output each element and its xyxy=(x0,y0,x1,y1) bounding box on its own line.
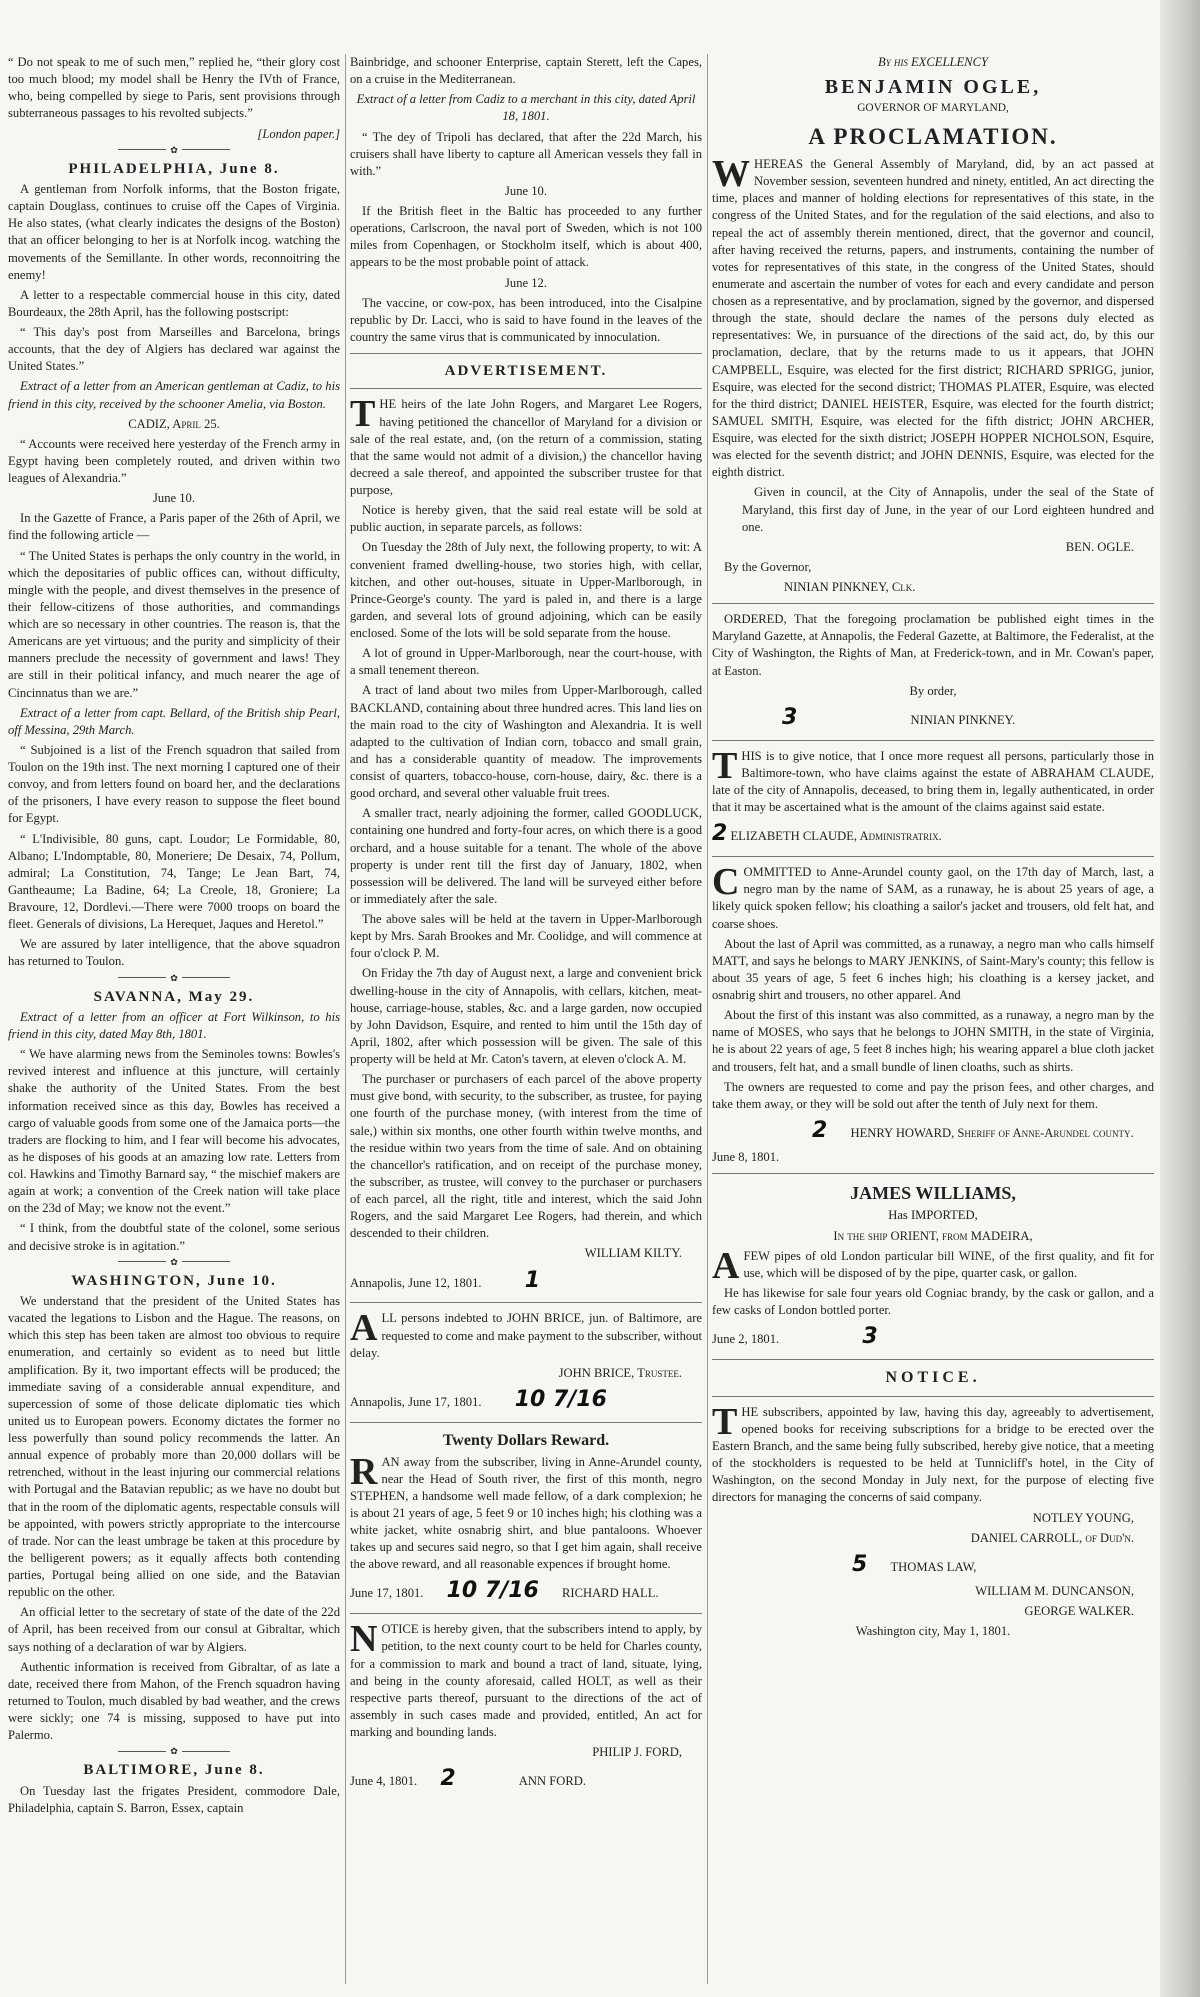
signature: WILLIAM M. DUNCANSON, xyxy=(975,1583,1134,1598)
drop-cap: T xyxy=(712,744,738,787)
ad-paragraph: OMMITTED to Anne-Arundel county gaol, on the 17th day of March, last, a negro man by the name of SAM, as a runaway, he is about 25 years of age, a likely quick spoken fellow; his cloathing a sailor's jacket and trousers, old felt hat, and coarse shoes. xyxy=(712,865,1154,931)
handwritten-mark: 10 7/16 xyxy=(446,1578,539,1604)
signature: JOHN BRICE, Trustee. xyxy=(558,1365,682,1380)
dateline-cadiz: CADIZ, April 25. xyxy=(128,416,220,431)
handwritten-mark: 3 xyxy=(782,704,798,730)
article-paragraph: “ The dey of Tripoli has declared, that after the 22d March, his cruisers shall have liberty to capture all American vessels they fall in with.” xyxy=(350,129,702,178)
signature: HENRY HOWARD, Sheriff of Anne-Arundel county. xyxy=(850,1125,1134,1140)
signature: NOTLEY YOUNG, xyxy=(1032,1510,1134,1525)
article-intro: “ Do not speak to me of such men,” replied he, “their glory cost too much blood; my model shall be Henry the IVth of France, who, being compelled by siege to Paris, sent provisions through subterraneous passages to his revolted subjects.” xyxy=(8,55,340,121)
article-source: [London paper.] xyxy=(257,126,340,141)
article-paragraph: “ We have alarming news from the Seminoles towns: Bowles's revived interest and influence at this juncture, will certainly shake the authority of the United States. From the best information received since as this day, Bowles has received a cargo of valuable goods from some one of the Jamaica ports—the traders are flocking to him, and I fear will become his advocates, as he disposes of his goods at an amazing low rate. Letters from col. Hawkins and Timothy Barnard say, “ the mischief makers are again at work; a convention of the Creek nation will take place on the 23d of May; we know not the event.” xyxy=(8,1047,340,1216)
signature: DANIEL CARROLL, of Dud'n. xyxy=(970,1530,1134,1545)
governor-name: BENJAMIN OGLE, xyxy=(824,76,1042,99)
dateline-washington: WASHINGTON, June 10. xyxy=(71,1272,277,1289)
signature: PHILIP J. FORD, xyxy=(592,1745,682,1760)
ad-date: Washington city, May 1, 1801. xyxy=(855,1623,1011,1638)
ad-date: June 2, 1801. xyxy=(712,1332,780,1347)
merchant-heading: JAMES WILLIAMS, xyxy=(850,1182,1016,1203)
dateline: June 10. xyxy=(153,491,195,506)
article-paragraph: Extract of a letter from Cadiz to a merchant in this city, dated April 18, 1801. xyxy=(356,92,696,124)
ornament-rule: ✿ xyxy=(8,146,340,153)
governor-title: GOVERNOR OF MARYLAND, xyxy=(857,102,1009,115)
proclamation-paragraph: Given in council, at the City of Annapolis, under the seal of the State of Maryland, this first day of June, in the year of our Lord eighteen hundred and one. xyxy=(742,485,1154,534)
ad-date: Annapolis, June 12, 1801. xyxy=(350,1275,482,1290)
article-paragraph: The vaccine, or cow-pox, has been introduced, into the Cisalpine republic by Dr. Lacci, who is said to have found in the leaves of the country the same virus that is communicated by innoculation. xyxy=(350,295,702,344)
proclamation-title: A PROCLAMATION. xyxy=(808,123,1058,149)
ad-paragraph: A tract of land about two miles from Upper-Marlborough, called BACKLAND, containing about three hundred acres. This land lies on the main road to the city of Washington and Alexandria. It is well adapted to the cultivation of Indian corn, tobacco and small grain, and has a considerable quantity of meadow. The improvements consist of quarters, tobacco-house, corn-house, dairy, &c. there is a good orchard, and several other valuable fruit trees. xyxy=(350,683,702,801)
ornament-rule: ✿ xyxy=(8,1258,340,1265)
ad-paragraph: The owners are requested to come and pay the prison fees, and other charges, and take them away, or they will be sold out after the tenth of July next for them. xyxy=(712,1079,1154,1111)
ad-paragraph: The purchaser or purchasers of each parcel of the above property must give bond, with security, to the subscriber, as trustee, for paying one fourth of the purchase money, (with interest from the time of sale,) within six months, one other fourth within twelve months, and the residue within two years from the time of sale. And on obtaining the chancellor's ratification, and on receipt of the purchase money, the subscriber, as trustee, will convey to the purchaser or purchasers of each parcel, all the right, title and interest, which the said John Rogers, and the said Margaret Lee Rogers, had therein, and which descended to their children. xyxy=(350,1072,702,1241)
ad-date: June 8, 1801. xyxy=(712,1149,780,1164)
signature: THOMAS LAW, xyxy=(890,1559,977,1574)
ad-paragraph: About the last of April was committed, as a runaway, a negro man who calls himself MATT, and says he belongs to MARY JENKINS, of Saint-Mary's county; this fellow is about 35 years of age, 5 feet 6 inches high; his cloathing is a kersey jacket, and osnabrig shirt and trousers, no other apparel. And xyxy=(712,936,1154,1003)
article-paragraph: We are assured by later intelligence, that the above squadron has returned to Toulon. xyxy=(8,937,340,969)
drop-cap: R xyxy=(350,1450,378,1493)
divider xyxy=(350,353,702,354)
ad-paragraph: FEW pipes of old London particular bill WINE, of the first quality, and fit for use, which will be disposed of by the pipe, quarter cask, or gallon. xyxy=(743,1248,1154,1280)
article-paragraph: If the British fleet in the Baltic has proceeded to any further operations, Carlscroon, the naval port of Sweden, which is not 100 miles from Copenhagen, or Stockholm itself, which is about 400, appears to be the most probable point of attack. xyxy=(350,204,702,270)
ad-paragraph: AN away from the subscriber, living in Anne-Arundel county, near the Head of South river, the first of this month, negro STEPHEN, a handsome well made fellow, of a dark complexion; he is about 21 years of age, 5 feet 9 or 10 inches high; his clothing was a white jacket, white osnabrig shirt, and blue pantaloons. Whoever takes up and secures said negro, so that I get him again, shall receive the above reward, and all reasonable expences if brought home. xyxy=(350,1454,702,1572)
signature: RICHARD HALL. xyxy=(562,1586,659,1601)
handwritten-mark: 3 xyxy=(862,1324,878,1350)
handwritten-mark: 10 7/16 xyxy=(514,1386,607,1412)
column-rule xyxy=(707,54,708,1984)
proclamation-paragraph: HEREAS the General Assembly of Maryland, did, by an act passed at November session, seventeen hundred and ninety, entitled, An act directing the time, places and manner of holding elections for representatives of this state, in the congress of the United States, and for the regulation of the said elections, and also to repeal the act of assembly therein mentioned, direct, that the governor and council, after having received the returns, papers, and instruments, containing the number of votes for representatives of this state, in the congress of the United States, should enumerate and ascertain the number of votes for each and every candidate and person chosen as a representative, and by proclamation, signed by the governor, and dispersed through the state, should declare the names of the persons duly elected as representatives: We, in pursuance of the directions of the said act, do, by this our proclamation, declare, that by the returns made to us it appears, that JOHN CAMPBELL, Esquire, was elected for the first district; RICHARD SPRIGG, junior, Esquire, was elected for the second district; THOMAS PLATER, Esquire, was elected for the third district; DANIEL HEISTER, Esquire, was elected for the fourth district; SAMUEL SMITH, Esquire, was elected for the fifth district; JOHN ARCHER, Esquire, was elected for the sixth district; JOSEPH HOPPER NICHOLSON, Esquire, was elected for the seventh district; and JOHN DENNIS, Esquire, was elected for the eighth district. xyxy=(712,157,1154,480)
column-1 xyxy=(8,54,340,1820)
dateline: June 10. xyxy=(505,183,547,198)
drop-cap: A xyxy=(350,1307,378,1350)
article-paragraph: A gentleman from Norfolk informs, that the Boston frigate, captain Douglass, continues to cruise off the Capes of Virginia. He also states, (what clearly indicates the designs of the Boston) that an officer belonging to her is at Norfolk incog. watching the movements of the Semillante. In other words, reconnoitring the enemy! xyxy=(8,182,340,282)
ad-paragraph: Notice is hereby given, that the said real estate will be sold at public auction, in separate parcels, as follows: xyxy=(350,503,702,535)
article-paragraph: A letter to a respectable commercial house in this city, dated Bourdeaux, the 28th April, has the following postscript: xyxy=(8,287,340,319)
divider xyxy=(350,1302,702,1303)
divider xyxy=(712,740,1154,741)
ad-paragraph: The above sales will be held at the tavern in Upper-Marlborough kept by Mrs. Sarah Brookes and Mr. Coolidge, and will commence at four o'clock P. M. xyxy=(350,912,702,961)
ad-paragraph: LL persons indebted to JOHN BRICE, jun. of Baltimore, are requested to come and make payment to the subscriber, without delay. xyxy=(350,1311,702,1360)
signature: NINIAN PINKNEY. xyxy=(910,712,1016,727)
divider xyxy=(712,1359,1154,1360)
ad-paragraph: A lot of ground in Upper-Marlborough, near the court-house, with a small tenement thereon. xyxy=(350,646,702,678)
ad-date: June 4, 1801. xyxy=(350,1774,418,1789)
advertisement-heading: ADVERTISEMENT. xyxy=(444,363,608,379)
divider xyxy=(712,1396,1154,1397)
article-paragraph: Extract of a letter from an officer at Fort Wilkinson, to his friend in this city, dated May 8th, 1801. xyxy=(8,1009,340,1042)
signature: ELIZABETH CLAUDE, Administratrix. xyxy=(730,829,942,844)
drop-cap: C xyxy=(712,861,740,904)
signature: WILLIAM KILTY. xyxy=(584,1246,682,1261)
divider xyxy=(350,1613,702,1614)
ad-paragraph: HE subscribers, appointed by law, having this day, agreeably to advertisement, opened books for receiving subscriptions for a bridge to be erected over the Eastern Branch, and the same being fully subscribed, hereby give notice, that a meeting of the stockholders is requested to be held at Tunnicliff's hotel, in the City of Washington, on the second Monday in July next, for the purpose of electing five directors for managing the concerns of said company. xyxy=(712,1404,1154,1505)
ad-paragraph: On Tuesday the 28th of July next, the following property, to wit: A convenient framed dwelling-house, two stories high, with cellar, kitchen, and other out-houses, situate in Upper-Marlborough, in Prince-George's county. The yard is paled in, and there is a large garden, and several lots of ground adjoining, which can be easily enclosed. Some of the lots will be sold separate from the house. xyxy=(350,540,702,641)
proclamation-byline: By his EXCELLENCY xyxy=(878,55,988,69)
handwritten-mark: 5 xyxy=(852,1551,868,1577)
ad-date: June 17, 1801. xyxy=(350,1586,424,1601)
ad-paragraph: A smaller tract, nearly adjoining the former, called GOODLUCK, containing one hundred and forty-four acres, on which there is a good orchard, and a house suitable for a tenant. The whole of the above property is under rent till the first day of January, 1802, when possession will be delivered. The land will be surveyed either before or immediately after the sale. xyxy=(350,806,702,906)
dateline-baltimore: BALTIMORE, June 8. xyxy=(83,1762,265,1779)
signature: BEN. OGLE. xyxy=(1065,539,1134,554)
ad-paragraph: HIS is to give notice, that I once more request all persons, particularly those in Baltimore-town, who have claims against the estate of ABRAHAM CLAUDE, late of the city of Annapolis, deceased, to bring them in, legally authenticated, in order that it may be ascertained what is the amount of the claims against said estate. xyxy=(712,748,1154,815)
dateline-philadelphia: PHILADELPHIA, June 8. xyxy=(68,160,280,177)
article-paragraph: We understand that the president of the United States has vacated the legations to Lisbon and the Hague. The reasons, on which this step has been taken are almost too obvious to require enumeration, and certainly so evident as to need but little amplification. By it, two important effects will be produced; the immediate saving of a considerable annual expenditure, and supercession of some of those delicate diplomatic ties which united us to European powers. Economy dictates the former no less powerfully than sound policy recommends the latter. An annual expence of probably more than 20,000 dollars will be retrenched, without in the least injuring our commercial relations with Portugal and the Batavian republic; as we have no doubt but that in the room of the diplomatic agents, respectable consuls will be appointed, with powers strictly appropriate to the intercourse of trade. Nor can the least umbrage be taken at this procedure by the belligerent powers; as it equally affects both contending parties, Portugal being allied on one side, and the Batavian republic on the other. xyxy=(8,1294,340,1600)
article-paragraph: Bainbridge, and schooner Enterprise, captain Sterett, left the Capes, on a cruise in the Mediterranean. xyxy=(350,55,702,87)
article-paragraph: “ L'Indivisible, 80 guns, capt. Loudor; Le Formidable, 80, Albano; L'Indomptable, 80, Moneriere; De Desaix, 74, Pollum, admiral; La Constitution, 74, Tange; Le Jean Bart, 74, Gantheaume; La Badine, 64; La Creole, 18, Groniere; La Bravoure, 12, Dordlevi.—There were 7000 troops on board the fleet. Generals of divisions, La Herequet, Jaques and Heretol.” xyxy=(8,831,340,932)
drop-cap: W xyxy=(712,153,750,196)
handwritten-mark: 2 xyxy=(440,1766,456,1792)
drop-cap: T xyxy=(350,393,376,436)
article-paragraph: Authentic information is received from Gibraltar, of as late a date, received there from Mahon, of the French squadron having returned to Toulon, much disabled by bad weather, and the crews were sickly; one 74 is missing, supposed to have put into Palermo. xyxy=(8,1659,340,1743)
handwritten-mark: 1 xyxy=(524,1267,540,1293)
notice-heading: NOTICE. xyxy=(885,1369,981,1387)
drop-cap: A xyxy=(712,1244,740,1287)
handwritten-mark: 2 xyxy=(812,1117,828,1143)
handwritten-mark: 2 xyxy=(712,821,728,847)
column-rule xyxy=(345,54,346,1984)
column-3 xyxy=(712,54,1154,1643)
article-paragraph: On Tuesday last the frigates President, commodore Dale, Philadelphia, captain S. Barron, Essex, captain xyxy=(8,1783,340,1815)
signature: GEORGE WALKER. xyxy=(1024,1603,1134,1618)
ad-paragraph: He has likewise for sale four years old Cogniac brandy, by the cask or gallon, and a few casks of London bottled porter. xyxy=(712,1285,1154,1318)
ornament-rule: ✿ xyxy=(8,1747,340,1754)
signature: NINIAN PINKNEY, Clk. xyxy=(784,580,916,595)
proclamation-attribution: By the Governor, xyxy=(724,559,812,574)
ad-paragraph: On Friday the 7th day of August next, a large and convenient brick dwelling-house in the city of Annapolis, with cellars, kitchen, meat-house, carriage-house, stables, &c. and a large garden, now occupied by John Davidson, Esquire, and rented to him until the 15th day of April, 1802, after which possession will be given. The sale of this property will be held at Mr. Caton's tavern, at eleven o'clock A. M. xyxy=(350,966,702,1067)
order-attribution: By order, xyxy=(909,683,957,698)
reward-heading: Twenty Dollars Reward. xyxy=(442,1431,610,1449)
dateline: June 12. xyxy=(505,275,547,290)
divider xyxy=(712,603,1154,604)
article-paragraph: “ Accounts were received here yesterday of the French army in Egypt having been completely routed, and driven within two leagues of Alexandria.” xyxy=(8,436,340,486)
article-paragraph: “ I think, from the doubtful state of the colonel, some serious and decisive stroke is in agitation.” xyxy=(8,1221,340,1253)
column-2 xyxy=(350,54,702,1797)
article-paragraph: Extract of a letter from capt. Bellard, of the British ship Pearl, off Messina, 29th March. xyxy=(8,705,340,737)
divider xyxy=(350,1422,702,1423)
article-paragraph: An official letter to the secretary of state of the date of the 22d of April, has been received from our consul at Gibraltar, which says nothing of a declaration of war by Algiers. xyxy=(8,1605,340,1654)
drop-cap: T xyxy=(712,1400,738,1443)
ad-paragraph: About the first of this instant was also committed, as a runaway, a negro man by the name of MOSES, who says that he belongs to JOHN SMITH, in the state of Virginia, he is about 22 years of age, 5 feet 8 inches high; his wearing apparel a blue cloth jacket and trousers, felt hat, and a small bundle of linen cloaths, such as shirts. xyxy=(712,1008,1154,1074)
divider xyxy=(350,388,702,389)
article-paragraph: Extract of a letter from an American gentleman at Cadiz, to his friend in this city, received by the schooner Amelia, via Boston. xyxy=(8,379,340,411)
divider xyxy=(712,1173,1154,1174)
order-paragraph: ORDERED, That the foregoing proclamation be published eight times in the Maryland Gazette, at Annapolis, the Federal Gazette, at Baltimore, the Federalist, at the City of Washington, the Rights of Man, at Frederick-town, and in Mr. Cowan's paper, at Easton. xyxy=(712,612,1154,678)
article-paragraph: In the Gazette of France, a Paris paper of the 26th of April, we find the following article — xyxy=(8,511,340,543)
ornament-rule: ✿ xyxy=(8,974,340,981)
ad-paragraph: HE heirs of the late John Rogers, and Margaret Lee Rogers, having petitioned the chancellor of Maryland for a division or sale of the real estate, and, (on the return of a commission, stating that the same would not admit of a division,) the chancellor having decreed a sale thereof, and appointed the subscriber trustee for that purpose, xyxy=(350,397,702,498)
article-paragraph: “ The United States is perhaps the only country in the world, in which the depositaries of public offices can, without difficulty, mingle with the people, and divest themselves in the presence of their fellow-citizens of those authorities, and commandings which are so necessary in other countries. The reason is, that the Americans are yet virtuous; and the purity and simplicity of their manners preclude the necessity of government and laws! They are still in their political infancy, and much nearer the age of Cincinnatus than we are.” xyxy=(8,548,340,700)
ad-paragraph: OTICE is hereby given, that the subscribers intend to apply, by petition, to the next county court to be held for Charles county, for a commission to mark and bound a tract of land, situate, lying, and being in the county aforesaid, called HOLT, as well as their respective parts thereof, pursuant to the directions of the act of assembly in such cases made and provided, entitled, An act for marking and bounding lands. xyxy=(350,1622,702,1740)
drop-cap: N xyxy=(350,1618,378,1661)
merchant-subheading: Has IMPORTED, xyxy=(888,1208,978,1223)
dateline-savanna: SAVANNA, May 29. xyxy=(93,988,255,1005)
merchant-ship: In the ship ORIENT, from MADEIRA, xyxy=(833,1228,1033,1243)
signature: ANN FORD. xyxy=(518,1774,586,1789)
page-fold-shadow xyxy=(1160,0,1200,1997)
article-paragraph: “ This day's post from Marseilles and Barcelona, brings accounts, that the dey of Algiers has declared war against the United States.” xyxy=(8,325,340,374)
divider xyxy=(712,856,1154,857)
ad-date: Annapolis, June 17, 1801. xyxy=(350,1394,482,1409)
article-paragraph: “ Subjoined is a list of the French squadron that sailed from Toulon on the 19th inst. The next morning I captured one of their convoy, and from letters found on board her, and the declarations of the prisoners, I have every reason to suppose the fleet bound for Egypt. xyxy=(8,742,340,826)
